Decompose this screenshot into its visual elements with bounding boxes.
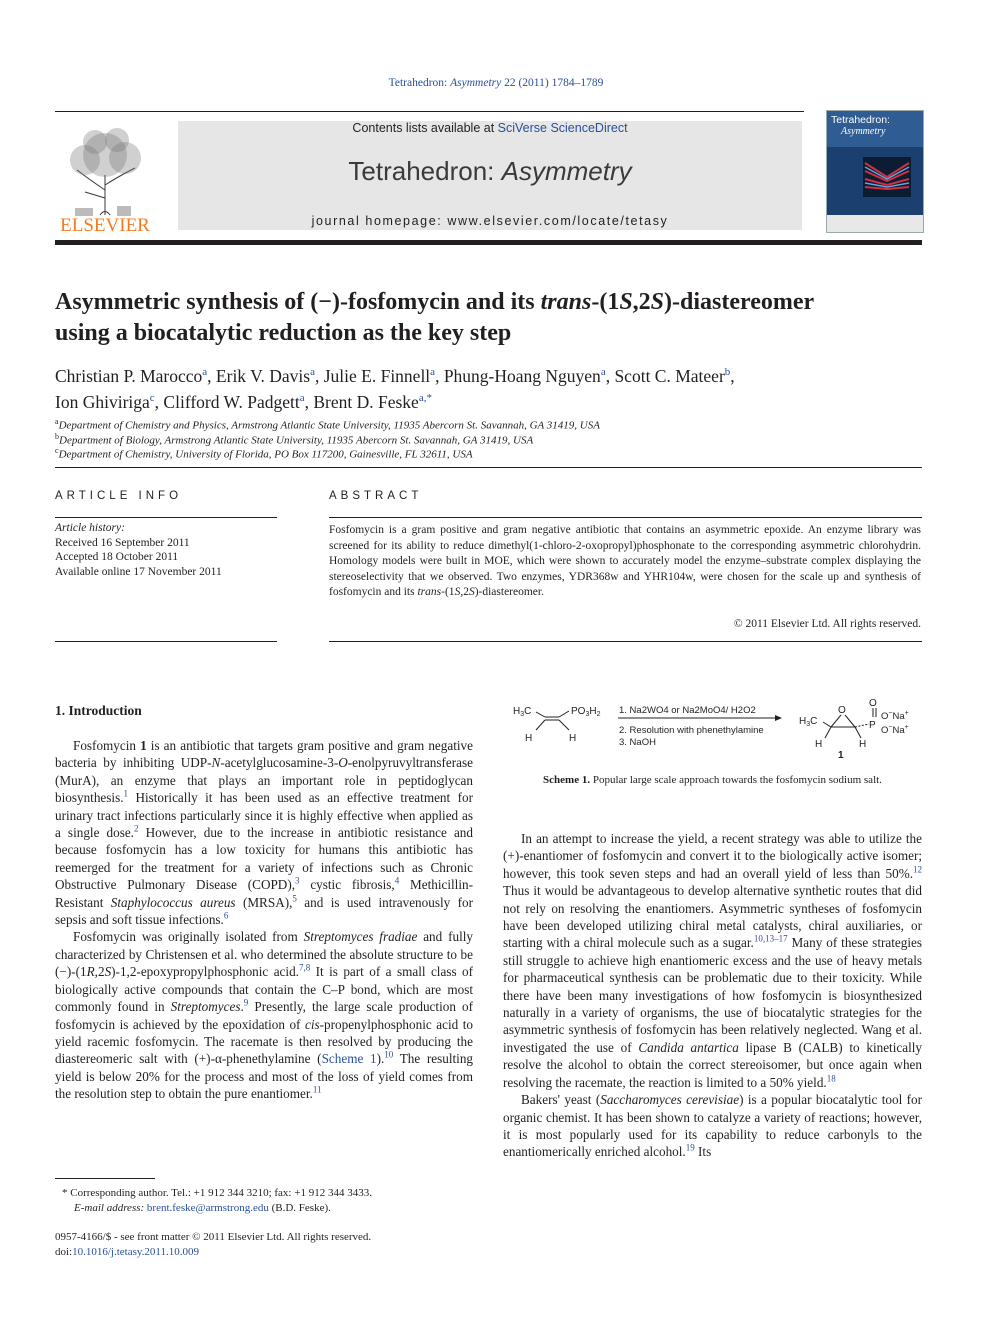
cover-title: Tetrahedron: [831,114,890,126]
divider [329,517,922,518]
label-h: H [525,733,533,744]
journal-title: Tetrahedron: Asymmetry [348,156,632,186]
scheme-1 [503,693,922,763]
corresponding-author-note: * Corresponding author. Tel.: +1 912 344 3210; fax: +1 912 344 3433. E-mail address: brent.feske@armstrong.edu (B.D. Feske). [62,1187,372,1214]
label-h: H [859,739,867,750]
divider [55,641,277,642]
bond [855,724,869,727]
sciencedirect-link[interactable]: SciVerse ScienceDirect [497,121,628,135]
issn-line: 0957-4166/$ - see front matter © 2011 Elsevier Ltd. All rights reserved. doi:10.1016/j.tetasy.2011.10.009 [55,1231,372,1258]
label-o: O [838,705,846,716]
contents-line: Contents lists available at SciVerse ScienceDirect [352,121,628,135]
label-h3c: $H_3C$ [513,706,532,718]
journal-citation[interactable]: Tetrahedron: Asymmetry 22 (2011) 1784–1789 [388,77,604,89]
reagent-line: 3. NaOH [619,737,656,748]
bond [845,715,855,727]
label-h: H [569,733,577,744]
bond [831,715,841,727]
arrow-head-icon [775,715,782,721]
bond [536,720,545,730]
bond [825,727,831,738]
copyright: © 2011 Elsevier Ltd. All rights reserved. [733,618,921,630]
svg-text:ELSEVIER: ELSEVIER [60,215,150,235]
article-title: Asymmetric synthesis of (−)-fosfomycin and its trans-(1S,2S)-diastereomer using a biocatalytic reduction as the key step [55,289,815,346]
bond [536,712,545,717]
doi-link[interactable]: 10.1016/j.tetasy.2011.10.009 [72,1245,200,1258]
header-top-rule [55,111,804,112]
right-column-text: In an attempt to increase the yield, a recent strategy was able to utilize the (+)-enantiomer of fosfomycin and convert it to the biologically active isomer; however, this took seven steps and had an overall yield of less than 50%.$^{12}$ Thus it would be advantageous to develop alternative synthetic routes that did not rely on resolving the enantiomers. Asymmetric syntheses of fosfomycin have been developed utilizing chiral metal catalysts, chiral auxiliaries, or starting with a chiral molecule such as a sugar.$^{10,13-17}$ Many of these strategies still struggle to achieve high enantiomeric excess and the use of heavy metals for pharmaceutical synthesis can be problematic due to their toxicity. While there have been many investigations of how fosfomycin is biosynthesized naturally in a variety of organisms, the use of biocatalytic strategies for the asymmetric synthesis of fosfomycin has been relatively neglected. Wang et al. investigated the use of Candida antartica lipase B (CALB) to kinetically resolve the alcohol to obtain the correct stereoisomer, but once again when resolving the racemate, the reaction is limited to a 50% yield.$^{18}$ Bakers' yeast (Saccharomyces cerevisiae) is a popular biocatalytic tool for organic chemist. It has been shown to catalyze a variety of reactions; however, it is most popularly used for its capability to reduce carbonyls to the enantiomerically enriched alcohol.$^{19}$ Its [503,831,923,1160]
left-column-text: Fosfomycin 1 is an antibiotic that targets gram positive and gram negative bacteria by inhibiting UDP-N-acetylglucosamine-3-O-enolpyruvyltransferase (MurA), an enzyme that plays an important role in peptidoglycan biosynthesis.$^1$ Historically it has been used as an effective treatment for urinary tract infections particularly since it is highly effective when applied as a single dose.$^2$ However, due to the increase in antibiotic resistance and because fosfomycin has a low toxicity for humans this antibiotic has reemerged for the treatment for a variety of infections such as Chronic Obstructive Pulmonary Disease (COPD),$^3$ cystic fibrosis,$^4$ Methicillin-Resistant Staphylococcus aureus (MRSA),$^5$ and is used intravenously for sepsis and soft tissue infections.$^6$ Fosfomycin was originally isolated from Streptomyces fradiae and fully characterized by Christensen et al. who determined the absolute structure to be (−)-(1R,2S)-1,2-epoxypropylphosphonic acid.$^{7,8}$ It is part of a small class of biologically active compounds that contain the C–P bond, which are most commonly found in Streptomyces.$^9$ Presently, the large scale production of fosfomycin is achieved by the epoxidation of cis-propenylphosphonic acid to yield racemic fosfomycin. The racemate is then resolved by producing the diastereomeric salt with (+)-α-phenethylamine (Scheme 1).$^{10}$ The resulting yield is below 20% for the process and most of the loss of yield comes from the resolution step to obtain the pure enantiomer.$^{11}$ [55,738,474,1102]
email-link[interactable]: brent.feske@armstrong.edu [146,1201,269,1214]
label-h3c: $H_3C$ [799,716,818,728]
bond [559,720,569,730]
abstract-heading: ABSTRACT [329,490,423,502]
label-h: H [815,739,823,750]
label-p: P [869,720,876,731]
affiliation: $^b$Department of Biology, Armstrong Atlantic State University, 11935 Abercorn St. Savannah, GA 31419, USA [55,432,534,447]
section-heading: 1. Introduction [55,703,142,718]
divider [55,517,277,518]
compound-label: 1 [838,750,844,761]
bond [559,711,569,717]
journal-cover [826,110,924,233]
author-list: Christian P. Marocco$^a$, Erik V. Davis$^a$, Julie E. Finnell$^a$, Phung-Hoang Nguyen$^a$, Scott C. Mateer$^b$, Ion Ghiviriga$^c$, Clifford W. Padgett$^a$, Brent D. Feske$^{a,*}$ [55,365,735,412]
bond [823,722,831,727]
journal-homepage[interactable]: journal homepage: www.elsevier.com/locate/tetasy [311,214,669,228]
elsevier-logo [55,120,155,235]
label-po3h2: $PO_3H_2$ [571,706,601,718]
header-bottom-rule [55,240,922,245]
cover-graphic-icon [863,157,911,197]
label-o: O [869,698,877,709]
elsevier-tree-icon [55,120,155,235]
cover-subtitle: Asymmetry [841,126,886,137]
label-ona: O−Na+ [881,724,909,736]
reagent-line: 1. Na2WO4 or Na2MoO4/ H2O2 [619,705,756,716]
divider [55,467,922,468]
affiliation: $^c$Department of Chemistry, University of Florida, PO Box 117200, Gainesville, FL 32611, USA [55,446,473,461]
scheme-caption: Scheme 1. Popular large scale approach towards the fosfomycin sodium salt. [543,774,882,786]
label-ona: O−Na+ [881,710,909,722]
affiliation: $^a$Department of Chemistry and Physics, Armstrong Atlantic State University, 11935 Abercorn St. Savannah, GA 31419, USA [55,417,600,432]
article-history: Article history: Received 16 September 2011 Accepted 18 October 2011 Available online 17 November 2011 [55,522,222,578]
article-info-heading: ARTICLE INFO [55,490,183,502]
footnote-rule [55,1178,155,1179]
scheme-graphic [503,693,922,763]
abstract-text: Fosfomycin is a gram positive and gram negative antibiotic that contains an asymmetric epoxide. An enzyme library was screened for its ability to reduce dimethyl(1-chloro-2-oxopropyl)phosphonate to the corresponding asymmetric chlorohydrin. Homology models were built in MOE, which were shown to accurately model the enzyme–substrate complex displaying the stereoselectivity that we observed. Two enzymes, YDR368w and YHR104w, were chosen for the scale up and synthesis of fosfomycin and its trans-(1S,2S)-diastereomer. [329,524,921,598]
bond [855,727,861,738]
divider [329,641,922,642]
reagent-line: 2. Resolution with phenethylamine [619,725,764,736]
scheme-link[interactable]: Scheme 1 [321,1051,377,1067]
